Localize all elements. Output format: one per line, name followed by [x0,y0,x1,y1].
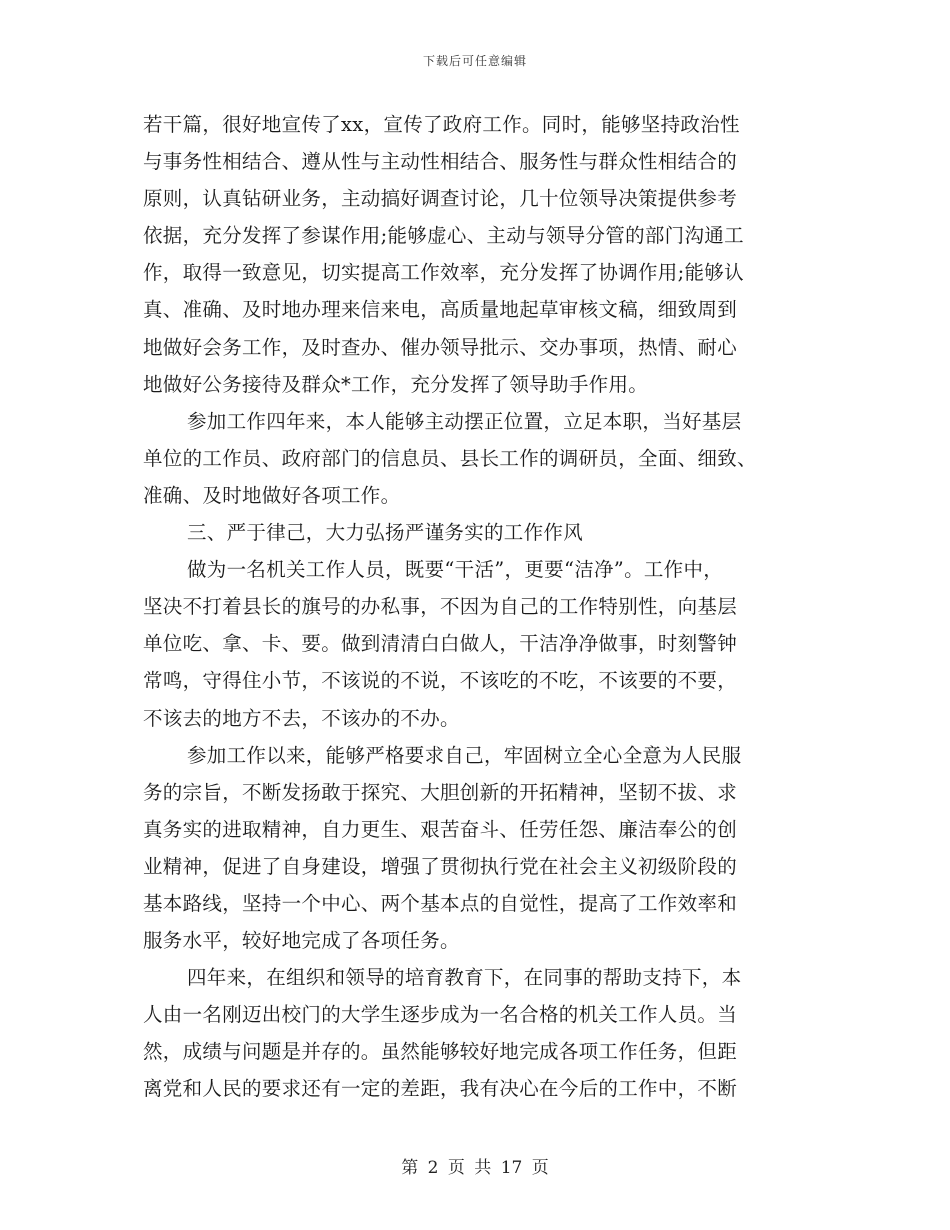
text-line: 单位吃、拿、卡、要。做到清清白白做人，干洁净净做事，时刻警钟 [143,632,738,656]
text-line: 真务实的进取精神，自力更生、艰苦奋斗、任劳任怨、廉洁奉公的创 [143,817,738,841]
document-body [143,106,813,1108]
text-line: 服务水平，较好地完成了各项任务。 [143,929,460,953]
text-line: 基本路线，坚持一个中心、两个基本点的自觉性，提高了工作效率和 [143,891,738,915]
text-line: 与事务性相结合、遵从性与主动性相结合、服务性与群众性相结合的 [143,150,738,174]
text-line: 依据，充分发挥了参谋作用;能够虚心、主动与领导分管的部门沟通工 [143,224,744,248]
page-header: 下载后可任意编辑 [422,54,527,68]
text-line: 单位的工作员、政府部门的信息员、县长工作的调研员，全面、细致、 [143,446,757,470]
text-line: 人由一名刚迈出校门的大学生逐步成为一名合格的机关工作人员。当 [143,1003,738,1027]
text-line: 务的宗旨，不断发扬敢于探究、大胆创新的开拓精神，坚韧不拔、求 [143,780,738,804]
text-line: 若干篇，很好地宣传了xx，宣传了政府工作。同时，能够坚持政治性 [143,113,740,136]
text-line: 坚决不打着县长的旗号的办私事，不因为自己的工作特别性，向基层 [143,595,738,619]
paragraph-first-line: 三、严于律己，大力弘扬严谨务实的工作作风 [187,521,584,545]
paragraph-first-line: 四年来，在组织和领导的培育教育下，在同事的帮助支持下，本 [187,966,742,990]
paragraph-first-line: 做为一名机关工作人员，既要“干活”，更要“洁净”。工作中， [187,558,724,582]
text-line: 然，成绩与问题是并存的。虽然能够较好地完成各项工作任务，但距 [143,1040,738,1064]
page-number-footer: 第 2 页 共 17 页 [401,1158,549,1178]
text-line: 准确、及时地做好各项工作。 [143,483,401,507]
text-line: 业精神，促进了自身建设，增强了贯彻执行党在社会主义初级阶段的 [143,854,738,878]
text-line: 不该去的地方不去，不该办的不办。 [143,706,460,730]
paragraph-first-line: 参加工作以来，能够严格要求自己，牢固树立全心全意为人民服 [187,743,742,767]
text-line: 地做好公务接待及群众*工作，充分发挥了领导助手作用。 [143,372,649,396]
text-line: 离党和人民的要求还有一定的差距，我有决心在今后的工作中，不断 [143,1077,738,1101]
text-line: 地做好会务工作，及时查办、催办领导批示、交办事项，热情、耐心 [143,335,738,359]
paragraph-first-line: 参加工作四年来，本人能够主动摆正位置，立足本职，当好基层 [187,409,742,433]
text-line: 常鸣，守得住小节，不该说的不说，不该吃的不吃，不该要的不要， [143,669,738,693]
text-line: 真、准确、及时地办理来信来电，高质量地起草审核文稿，细致周到 [143,298,738,322]
text-line: 作，取得一致意见，切实提高工作效率，充分发挥了协调作用;能够认 [143,261,744,285]
text-line: 原则，认真钻研业务，主动搞好调查讨论，几十位领导决策提供参考 [143,187,738,211]
